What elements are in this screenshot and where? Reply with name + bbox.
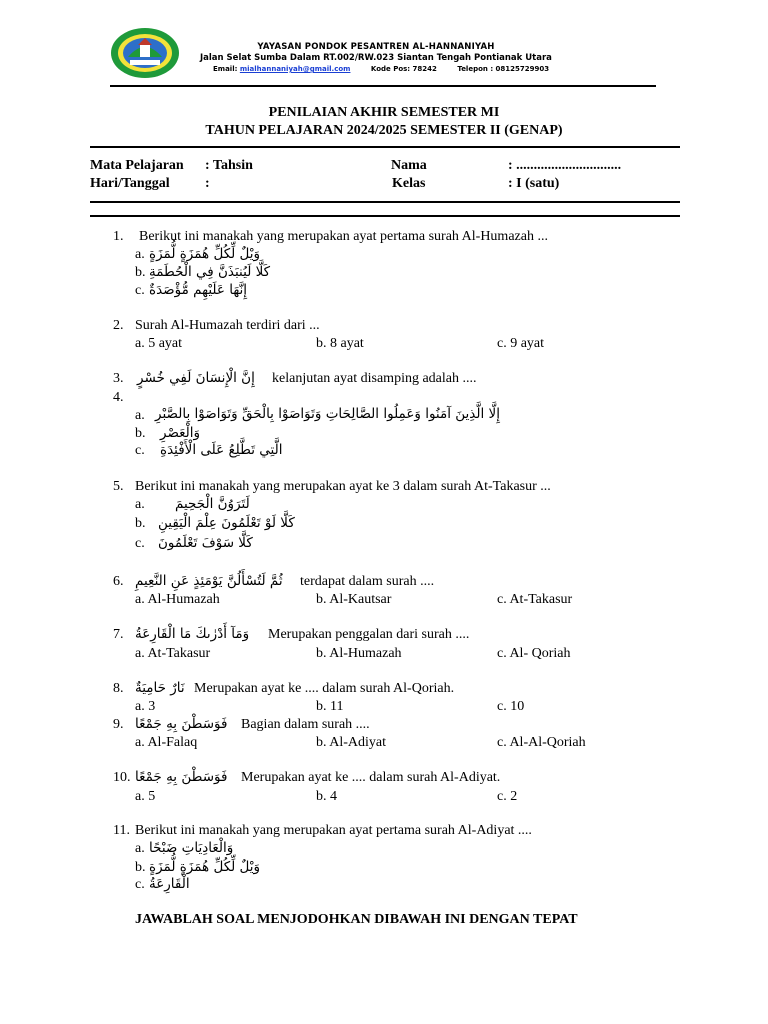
question-7-text: Merupakan penggalan dari surah ....	[268, 627, 470, 642]
foundation-name: YAYASAN PONDOK PESANTREN AL-HANNANIYAH	[257, 42, 495, 52]
subject-value: : Tahsin	[205, 158, 253, 173]
question-5-number: 5.	[113, 479, 124, 494]
question-10-arabic: فَوَسَطْنَ بِهِ جَمْعًا	[135, 769, 228, 785]
question-2-number: 2.	[113, 318, 124, 333]
foundation-address: Jalan Selat Sumba Dalam RT.002/RW.023 Siantan Tengah Pontianak Utara	[200, 53, 552, 63]
info-top-rule	[90, 146, 680, 148]
question-5-text: Berikut ini manakah yang merupakan ayat ke 3 dalam surah At-Takasur ...	[135, 479, 551, 494]
q6-option-a: a. Al-Humazah	[135, 592, 220, 607]
q6-option-b: b. Al-Kautsar	[316, 592, 392, 607]
question-8-arabic: نَارٌ حَامِيَةٌ	[135, 680, 185, 696]
contact-line	[213, 65, 549, 73]
q7-option-c: c. Al- Qoriah	[497, 646, 571, 661]
question-9-arabic: فَوَسَطْنَ بِهِ جَمْعًا	[135, 716, 228, 732]
question-1-text: Berikut ini manakah yang merupakan ayat pertama surah Al-Humazah ...	[139, 229, 548, 244]
name-label: Nama	[391, 158, 427, 173]
question-10-text: Merupakan ayat ke .... dalam surah Al-Adiyat.	[241, 770, 501, 785]
q7-option-b: b. Al-Humazah	[316, 646, 402, 661]
question-2-text: Surah Al-Humazah terdiri dari ...	[135, 318, 320, 333]
question-3-number: 3.	[113, 371, 124, 386]
q1-option-a-arabic: وَيْلٌ لِّكُلِّ هُمَزَةٍ لُّمَزَةٍ	[149, 246, 261, 262]
q3-option-c-arabic: الَّتِي تَطَّلِعُ عَلَى الْأَفْئِدَةِ	[160, 442, 283, 458]
postal-code: Kode Pos: 78242	[370, 65, 437, 73]
q8-option-c: c. 10	[497, 699, 525, 714]
q7-option-a: a. At-Takasur	[135, 646, 211, 661]
q10-option-a: a. 5	[135, 789, 156, 804]
matching-instruction: JAWABLAH SOAL MENJODOHKAN DIBAWAH INI DENGAN TEPAT	[135, 912, 578, 927]
date-label: Hari/Tanggal	[90, 176, 170, 191]
question-1-number: 1.	[113, 229, 124, 244]
question-10-number: 10.	[113, 770, 131, 785]
q1-option-b-arabic: كَلَّا لَيُنبَذَنَّ فِي الْحُطَمَةِ	[149, 264, 271, 280]
question-9-text: Bagian dalam surah ....	[241, 717, 370, 732]
class-value: : I (satu)	[508, 176, 560, 191]
q9-option-a: a. Al-Falaq	[135, 735, 198, 750]
question-9-number: 9.	[113, 717, 124, 732]
q11-option-c-label: c.	[135, 877, 145, 892]
name-field[interactable]: : ..............................	[508, 158, 622, 173]
question-7-arabic: وَمَآ أَدْرٰىكَ مَا الْقَارِعَةُ	[135, 626, 250, 642]
class-label: Kelas	[392, 176, 426, 191]
q9-option-b: b. Al-Adiyat	[316, 735, 386, 750]
question-4-number: 4.	[113, 390, 124, 405]
info-bottom-rule-2	[90, 215, 680, 217]
q5-option-c-label: c.	[135, 536, 145, 551]
q5-option-c-arabic: كَلَّا سَوْفَ تَعْلَمُونَ	[158, 535, 253, 551]
question-3-text: kelanjutan ayat disamping adalah ....	[272, 371, 477, 386]
q3-option-a-label: a.	[135, 408, 145, 423]
q11-option-c-arabic: الْقَارِعَةُ	[149, 876, 190, 892]
question-11-number: 11.	[113, 823, 130, 838]
q11-option-b-label: b.	[135, 860, 146, 875]
q1-option-b-label: b.	[135, 265, 146, 280]
date-value: :	[205, 176, 210, 191]
phone-number: Telepon : 08125729903	[457, 65, 550, 73]
letterhead-divider	[110, 85, 656, 87]
q10-option-b: b. 4	[316, 789, 337, 804]
q5-option-b-label: b.	[135, 516, 146, 531]
q8-option-b: b. 11	[316, 699, 344, 714]
question-8-number: 8.	[113, 681, 124, 696]
question-8-text: Merupakan ayat ke .... dalam surah Al-Qoriah.	[194, 681, 455, 696]
exam-subtitle: TAHUN PELAJARAN 2024/2025 SEMESTER II (GENAP)	[205, 123, 563, 138]
q8-option-a: a. 3	[135, 699, 156, 714]
question-6-number: 6.	[113, 574, 124, 589]
q11-option-a-label: a.	[135, 841, 145, 856]
q1-option-c-arabic: إِنَّهَا عَلَيْهِم مُّؤْصَدَةٌ	[149, 282, 248, 298]
q5-option-a-label: a.	[135, 497, 145, 512]
question-7-number: 7.	[113, 627, 124, 642]
q3-option-b-label: b.	[135, 426, 146, 441]
q3-option-c-label: c.	[135, 443, 145, 458]
info-bottom-rule-1	[90, 201, 680, 203]
question-3-arabic: إِنَّ الْإِنسَانَ لَفِي خُسْرٍ	[137, 370, 255, 386]
q1-option-a-label: a.	[135, 247, 145, 262]
q2-option-c: c. 9 ayat	[497, 336, 545, 351]
q11-option-b-arabic: وَيْلٌ لِّكُلِّ هُمَزَةٍ لُّمَزَةٍ	[149, 859, 261, 875]
subject-label: Mata Pelajaran	[90, 158, 184, 173]
q2-option-b: b. 8 ayat	[316, 336, 364, 351]
q11-option-a-arabic: وَالْعَادِيَاتِ ضَبْحًا	[149, 840, 234, 856]
question-6-arabic: ثُمَّ لَتُسْأَلُنَّ يَوْمَئِذٍ عَنِ النَّعِيمِ	[135, 573, 283, 589]
q2-option-a: a. 5 ayat	[135, 336, 183, 351]
q9-option-c: c. Al-Al-Qoriah	[497, 735, 586, 750]
q5-option-a-arabic: لَتَرَوُنَّ الْجَحِيمَ	[175, 496, 250, 512]
q5-option-b-arabic: كَلَّا لَوْ تَعْلَمُونَ عِلْمَ الْيَقِينِ	[158, 515, 295, 531]
email-label: Email:	[213, 65, 238, 73]
q6-option-c: c. At-Takasur	[497, 592, 573, 607]
q3-option-b-arabic: وَالْعَصْرِ	[160, 425, 201, 441]
question-6-text: terdapat dalam surah ....	[300, 574, 435, 589]
school-logo	[110, 27, 180, 79]
exam-title: PENILAIAN AKHIR SEMESTER MI	[268, 105, 500, 120]
email-link[interactable]: mialhannaniyah@gmail.com	[239, 65, 351, 73]
q1-option-c-label: c.	[135, 283, 145, 298]
q10-option-c: c. 2	[497, 789, 518, 804]
q3-option-a-arabic: إِلَّا الَّذِينَ آمَنُوا وَعَمِلُوا الصَّالِحَاتِ وَتَوَاصَوْا بِالْحَقِّ وَتَوَاصَوْا بِالصَّبْرِ	[155, 406, 501, 422]
question-11-text: Berikut ini manakah yang merupakan ayat pertama surah Al-Adiyat ....	[135, 823, 532, 838]
